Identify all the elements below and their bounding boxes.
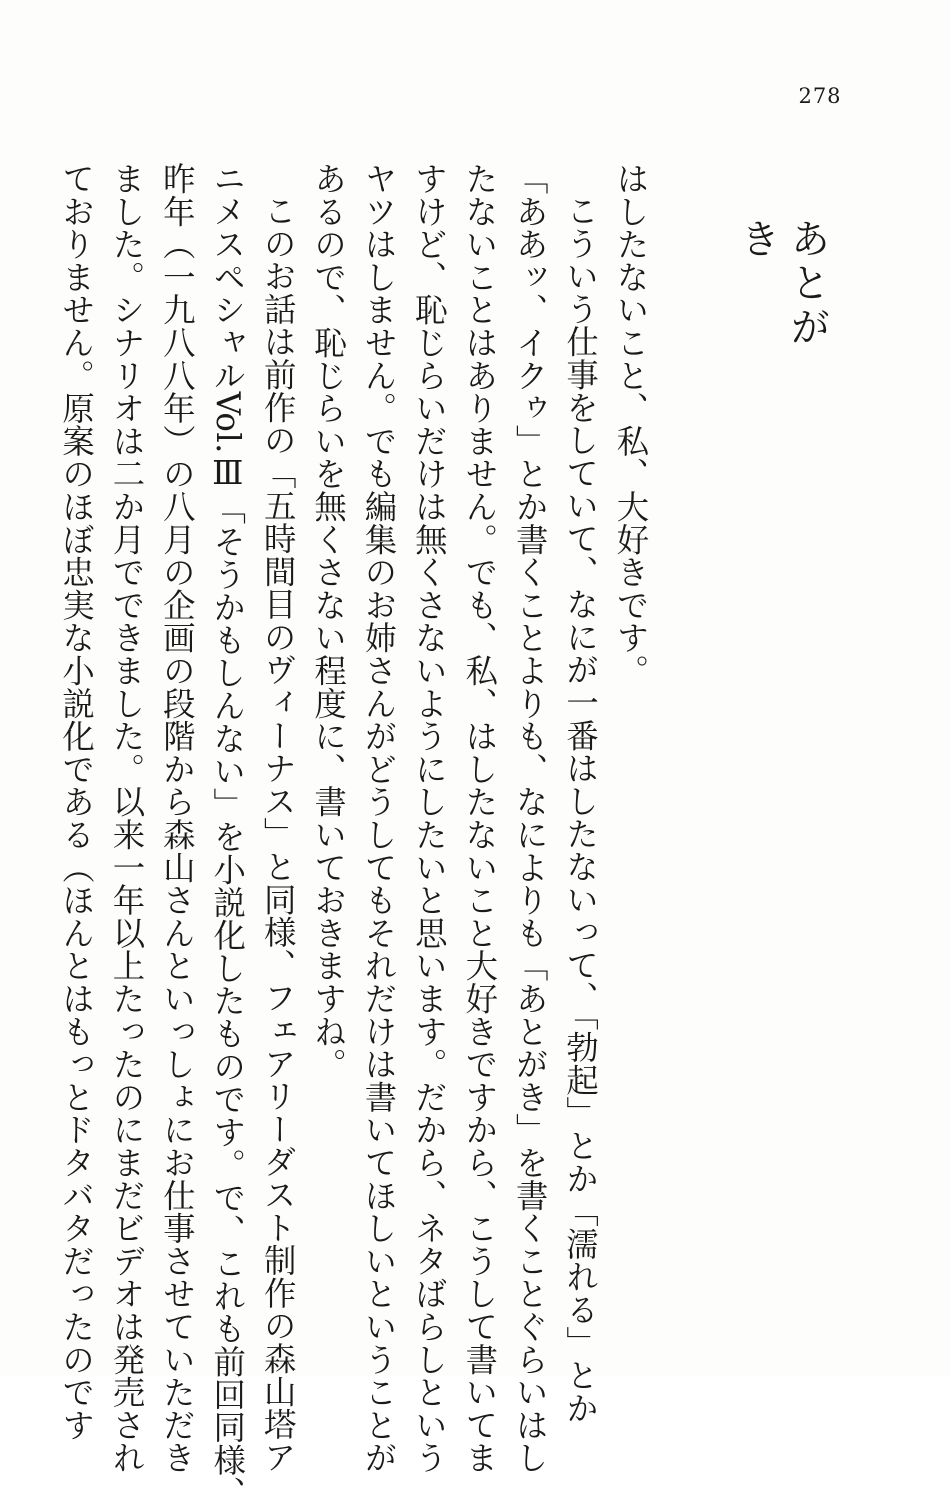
body-text <box>57 162 656 1509</box>
text-line: ニメスペシャルVol.Ⅲ「そうかもしんない」を小説化したものです。で、これも前回同様、 <box>208 162 247 1509</box>
text-line: はしたないこと、私、大好きです。 <box>612 162 650 687</box>
text-line: すけど、恥じらいだけは無くさないようにしたいと思います。だから、ネタばらしという <box>410 162 449 1474</box>
text-line: たないことはありません。でも、私、はしたないこと大好きですから、こうして書いてま <box>460 162 499 1474</box>
page-title: あとがき <box>734 218 830 350</box>
text-line: 昨年（一九八八年）の八月の企画の段階から森山さんといっしょにお仕事させていただき <box>158 162 197 1474</box>
text-line: こういう仕事をしていて、なにが一番はしたないって、「勃起」とか「濡れる」とか <box>561 194 600 1425</box>
text-line: ておりません。原案のほぼ忠実な小説化である（ほんとはもっとドタバタだったのです <box>57 162 96 1442</box>
text-line: ヤツはしません。でも編集のお姉さんがどうしてもそれだけは書いてほしいということが <box>359 162 398 1474</box>
text-line: このお話は前作の「五時間目のヴィーナス」と同様、フェアリーダスト制作の森山塔ア <box>259 194 298 1474</box>
page-number: 278 <box>798 84 842 108</box>
text-line: あるので、恥じらいを無くさない程度に、書いておきますね。 <box>309 162 348 1081</box>
text-line: 「ああッ、イクゥ」とか書くことよりも、なによりも「あとがき」を書くことぐらいはし <box>511 162 550 1474</box>
text-line: ました。シナリオは二か月でできました。以来一年以上たったのにまだビデオは発売され <box>107 162 146 1474</box>
